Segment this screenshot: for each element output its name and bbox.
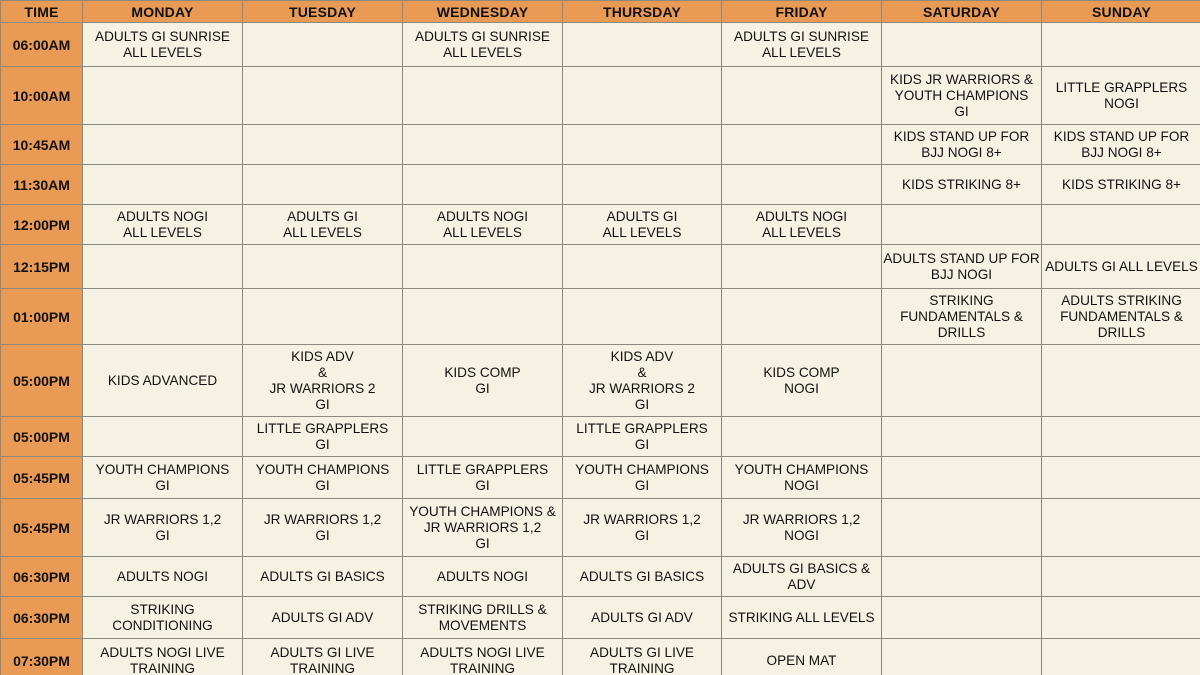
class-cell-thursday <box>563 125 722 165</box>
class-cell-sunday <box>1042 597 1200 639</box>
class-cell-thursday: JR WARRIORS 1,2 GI <box>563 499 722 557</box>
class-cell-sunday <box>1042 23 1200 67</box>
class-cell-wednesday: ADULTS GI SUNRISE ALL LEVELS <box>403 23 563 67</box>
table-row <box>1 245 1200 289</box>
time-cell: 01:00PM <box>1 289 83 345</box>
class-cell-tuesday: LITTLE GRAPPLERS GI <box>243 417 403 457</box>
header-sunday: SUNDAY <box>1042 1 1200 23</box>
class-cell-sunday <box>1042 417 1200 457</box>
time-cell: 05:45PM <box>1 499 83 557</box>
class-cell-thursday <box>563 289 722 345</box>
time-cell: 06:30PM <box>1 597 83 639</box>
table-row <box>1 67 1200 125</box>
class-cell-friday: KIDS COMP NOGI <box>722 345 882 417</box>
class-cell-saturday: KIDS STAND UP FOR BJJ NOGI 8+ <box>882 125 1042 165</box>
class-cell-sunday <box>1042 557 1200 597</box>
class-cell-thursday: ADULTS GI LIVE TRAINING <box>563 639 722 675</box>
class-cell-tuesday <box>243 289 403 345</box>
class-cell-saturday <box>882 457 1042 499</box>
class-cell-friday <box>722 289 882 345</box>
class-cell-friday: STRIKING ALL LEVELS <box>722 597 882 639</box>
class-cell-monday <box>83 125 243 165</box>
class-cell-monday <box>83 67 243 125</box>
time-cell: 05:45PM <box>1 457 83 499</box>
time-cell: 06:00AM <box>1 23 83 67</box>
class-cell-friday: JR WARRIORS 1,2 NOGI <box>722 499 882 557</box>
time-cell: 07:30PM <box>1 639 83 675</box>
table-row <box>1 125 1200 165</box>
class-cell-saturday: ADULTS STAND UP FOR BJJ NOGI <box>882 245 1042 289</box>
header-saturday: SATURDAY <box>882 1 1042 23</box>
class-cell-sunday: ADULTS STRIKING FUNDAMENTALS & DRILLS <box>1042 289 1200 345</box>
class-cell-wednesday: STRIKING DRILLS & MOVEMENTS <box>403 597 563 639</box>
time-cell: 12:00PM <box>1 205 83 245</box>
class-cell-friday <box>722 165 882 205</box>
time-cell: 06:30PM <box>1 557 83 597</box>
class-cell-saturday <box>882 417 1042 457</box>
class-cell-friday <box>722 417 882 457</box>
table-row <box>1 289 1200 345</box>
class-cell-sunday <box>1042 205 1200 245</box>
table-row <box>1 597 1200 639</box>
class-cell-tuesday: ADULTS GI ALL LEVELS <box>243 205 403 245</box>
class-cell-monday <box>83 165 243 205</box>
header-friday: FRIDAY <box>722 1 882 23</box>
class-cell-tuesday: ADULTS GI ADV <box>243 597 403 639</box>
table-row <box>1 165 1200 205</box>
class-cell-thursday: YOUTH CHAMPIONS GI <box>563 457 722 499</box>
table-row <box>1 205 1200 245</box>
time-cell: 05:00PM <box>1 345 83 417</box>
class-cell-tuesday: ADULTS GI LIVE TRAINING <box>243 639 403 675</box>
class-cell-wednesday: ADULTS NOGI ALL LEVELS <box>403 205 563 245</box>
class-cell-sunday: KIDS STRIKING 8+ <box>1042 165 1200 205</box>
header-tuesday: TUESDAY <box>243 1 403 23</box>
class-cell-wednesday <box>403 289 563 345</box>
class-cell-wednesday <box>403 165 563 205</box>
class-cell-sunday <box>1042 639 1200 675</box>
class-cell-friday <box>722 67 882 125</box>
class-cell-tuesday <box>243 165 403 205</box>
table-row <box>1 417 1200 457</box>
class-cell-friday <box>722 245 882 289</box>
class-cell-thursday: KIDS ADV & JR WARRIORS 2 GI <box>563 345 722 417</box>
class-cell-thursday: ADULTS GI BASICS <box>563 557 722 597</box>
class-cell-friday: ADULTS GI SUNRISE ALL LEVELS <box>722 23 882 67</box>
class-cell-wednesday: YOUTH CHAMPIONS & JR WARRIORS 1,2 GI <box>403 499 563 557</box>
class-cell-monday: ADULTS NOGI ALL LEVELS <box>83 205 243 245</box>
class-cell-saturday <box>882 639 1042 675</box>
class-cell-saturday <box>882 345 1042 417</box>
class-cell-tuesday <box>243 125 403 165</box>
table-row <box>1 345 1200 417</box>
class-cell-tuesday <box>243 23 403 67</box>
class-cell-monday: STRIKING CONDITIONING <box>83 597 243 639</box>
class-cell-saturday <box>882 23 1042 67</box>
class-cell-wednesday: ADULTS NOGI <box>403 557 563 597</box>
header-row <box>1 1 1200 23</box>
class-cell-tuesday: KIDS ADV & JR WARRIORS 2 GI <box>243 345 403 417</box>
class-cell-thursday: ADULTS GI ALL LEVELS <box>563 205 722 245</box>
class-cell-tuesday <box>243 67 403 125</box>
class-cell-thursday <box>563 67 722 125</box>
class-cell-tuesday: ADULTS GI BASICS <box>243 557 403 597</box>
class-cell-sunday: ADULTS GI ALL LEVELS <box>1042 245 1200 289</box>
class-cell-saturday: KIDS JR WARRIORS & YOUTH CHAMPIONS GI <box>882 67 1042 125</box>
class-cell-thursday <box>563 23 722 67</box>
class-cell-monday: ADULTS GI SUNRISE ALL LEVELS <box>83 23 243 67</box>
header-monday: MONDAY <box>83 1 243 23</box>
class-cell-wednesday <box>403 245 563 289</box>
table-row <box>1 23 1200 67</box>
class-cell-friday: ADULTS GI BASICS & ADV <box>722 557 882 597</box>
class-cell-thursday: ADULTS GI ADV <box>563 597 722 639</box>
class-cell-thursday <box>563 165 722 205</box>
class-cell-saturday: KIDS STRIKING 8+ <box>882 165 1042 205</box>
class-cell-monday: YOUTH CHAMPIONS GI <box>83 457 243 499</box>
class-cell-monday: ADULTS NOGI <box>83 557 243 597</box>
class-cell-wednesday: ADULTS NOGI LIVE TRAINING <box>403 639 563 675</box>
class-cell-wednesday: KIDS COMP GI <box>403 345 563 417</box>
class-cell-friday: YOUTH CHAMPIONS NOGI <box>722 457 882 499</box>
class-cell-sunday: LITTLE GRAPPLERS NOGI <box>1042 67 1200 125</box>
header-time: TIME <box>1 1 83 23</box>
table-row <box>1 557 1200 597</box>
time-cell: 05:00PM <box>1 417 83 457</box>
table-row <box>1 639 1200 675</box>
class-cell-monday <box>83 245 243 289</box>
time-cell: 10:00AM <box>1 67 83 125</box>
time-cell: 12:15PM <box>1 245 83 289</box>
class-cell-friday <box>722 125 882 165</box>
class-cell-tuesday: JR WARRIORS 1,2 GI <box>243 499 403 557</box>
class-cell-wednesday <box>403 125 563 165</box>
class-cell-saturday <box>882 499 1042 557</box>
class-cell-saturday <box>882 597 1042 639</box>
class-cell-monday: KIDS ADVANCED <box>83 345 243 417</box>
class-cell-sunday <box>1042 345 1200 417</box>
table-row <box>1 457 1200 499</box>
class-cell-sunday: KIDS STAND UP FOR BJJ NOGI 8+ <box>1042 125 1200 165</box>
class-cell-saturday: STRIKING FUNDAMENTALS & DRILLS <box>882 289 1042 345</box>
table-row <box>1 499 1200 557</box>
class-cell-saturday <box>882 205 1042 245</box>
class-cell-sunday <box>1042 499 1200 557</box>
class-cell-wednesday: LITTLE GRAPPLERS GI <box>403 457 563 499</box>
class-cell-wednesday <box>403 67 563 125</box>
class-cell-monday: JR WARRIORS 1,2 GI <box>83 499 243 557</box>
class-cell-friday: ADULTS NOGI ALL LEVELS <box>722 205 882 245</box>
class-cell-thursday: LITTLE GRAPPLERS GI <box>563 417 722 457</box>
time-cell: 11:30AM <box>1 165 83 205</box>
header-thursday: THURSDAY <box>563 1 722 23</box>
class-cell-thursday <box>563 245 722 289</box>
schedule-body <box>1 23 1200 675</box>
class-cell-tuesday <box>243 245 403 289</box>
class-cell-sunday <box>1042 457 1200 499</box>
class-cell-friday: OPEN MAT <box>722 639 882 675</box>
class-cell-wednesday <box>403 417 563 457</box>
class-cell-monday: ADULTS NOGI LIVE TRAINING <box>83 639 243 675</box>
class-cell-saturday <box>882 557 1042 597</box>
time-cell: 10:45AM <box>1 125 83 165</box>
class-cell-monday <box>83 417 243 457</box>
header-wednesday: WEDNESDAY <box>403 1 563 23</box>
class-cell-monday <box>83 289 243 345</box>
class-cell-tuesday: YOUTH CHAMPIONS GI <box>243 457 403 499</box>
